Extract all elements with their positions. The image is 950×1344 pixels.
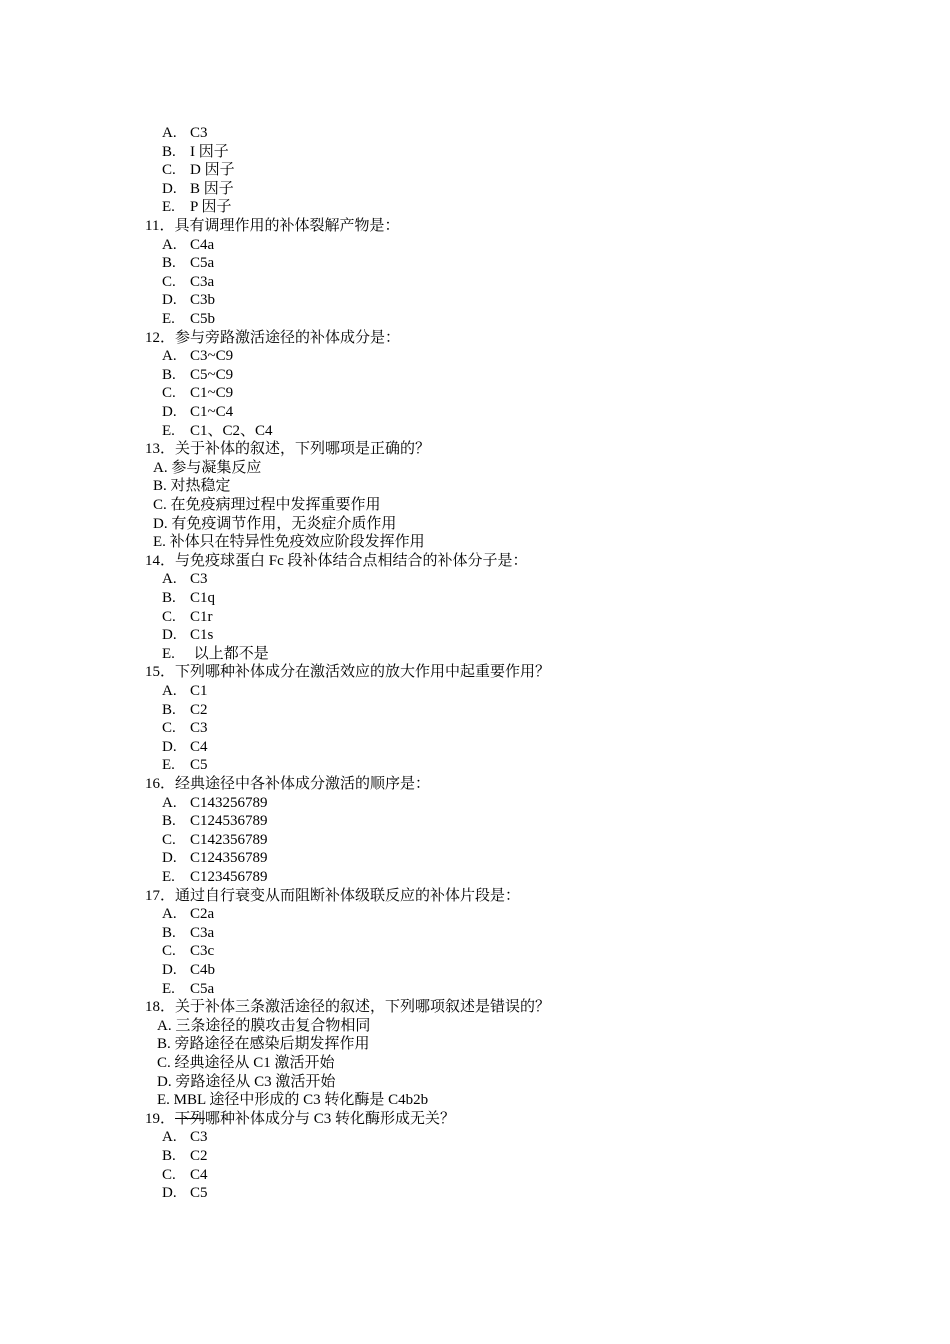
question-text: 参与旁路激活途径的补体成分是： [175, 329, 401, 346]
option-text: B. 对热稳定 [153, 478, 231, 495]
option-line [162, 291, 215, 309]
question-text: 通过自行衰变从而阻断补体级联反应的补体片段是： [175, 887, 521, 904]
option-line [162, 682, 208, 700]
option-line [162, 738, 208, 756]
option-letter: B. [162, 924, 176, 941]
option-letter: D. [162, 962, 177, 978]
option-line [162, 1166, 208, 1184]
option-line [162, 1147, 208, 1165]
option-letter: B. [162, 366, 176, 383]
option-letter: D. [162, 180, 177, 197]
option-letter: E. [162, 869, 175, 885]
question-text: 与免疫球蛋白 Fc 段补体结合点相结合的补体分子是： [175, 552, 528, 569]
question-line [145, 1110, 455, 1128]
option-text: C4a [190, 236, 215, 253]
option-line [162, 756, 208, 774]
option-line [153, 496, 381, 514]
option-line [157, 1035, 370, 1053]
question-text: 具有调理作用的补体裂解产物是： [174, 218, 400, 234]
option-text: C. 在免疫病理过程中发挥重要作用 [153, 497, 381, 513]
option-text: C3b [190, 292, 216, 309]
option-line [162, 273, 214, 291]
option-letter: B. [162, 701, 176, 718]
option-line [162, 198, 232, 216]
option-letter: E. [162, 311, 175, 327]
option-line [162, 608, 213, 626]
question-line [145, 663, 550, 681]
option-letter: C. [162, 273, 176, 290]
option-text: C1 [190, 683, 208, 699]
option-text: C3c [190, 943, 215, 960]
option-text: A. 三条途径的膜攻击复合物相同 [157, 1017, 371, 1034]
option-line [162, 180, 234, 198]
option-line [162, 905, 214, 923]
option-letter: C. [162, 1166, 176, 1183]
option-text: C5a [190, 980, 215, 997]
option-text: C3a [190, 924, 215, 941]
option-line [153, 515, 396, 533]
option-letter: E. [162, 645, 175, 662]
option-text: C124536789 [190, 813, 268, 830]
option-line [162, 422, 273, 440]
question-number: 17． [145, 887, 176, 904]
question-number: 19． [145, 1110, 176, 1127]
option-letter: B. [162, 143, 176, 160]
option-letter: C. [162, 831, 176, 848]
option-letter: E. [162, 980, 175, 997]
question-line [145, 217, 399, 235]
option-text: B 因子 [190, 180, 234, 197]
option-letter: D. [162, 850, 177, 867]
question-line [145, 998, 550, 1016]
option-line [157, 1017, 370, 1035]
option-letter: D. [162, 738, 177, 755]
option-letter: B. [162, 590, 176, 606]
option-letter: E. [162, 199, 175, 216]
option-text: C3 [190, 720, 208, 737]
option-line [162, 980, 214, 998]
question-text: 哪种补体成分与 C3 转化酶形成无关？ [205, 1110, 456, 1127]
option-letter: C. [162, 943, 176, 960]
option-line [162, 961, 215, 979]
option-text: C3 [190, 125, 208, 141]
option-letter: A. [162, 1129, 177, 1146]
option-line [162, 254, 214, 272]
option-text: C3a [190, 273, 215, 290]
question-number: 16． [145, 776, 176, 792]
option-letter: B. [162, 1148, 176, 1164]
option-text: C2a [190, 906, 215, 923]
option-text: C3 [190, 1129, 208, 1146]
question-number: 15． [145, 664, 176, 681]
question-text: 下列哪种补体成分在激活效应的放大作用中起重要作用？ [175, 664, 551, 681]
option-text: C123456789 [190, 869, 268, 885]
option-text: C4 [190, 738, 208, 755]
option-line [162, 1128, 208, 1146]
question-number: 11． [145, 218, 175, 234]
option-letter: C. [162, 162, 176, 179]
option-line [162, 719, 208, 737]
question-number: 18． [145, 999, 176, 1016]
question-text: 关于补体三条激活途径的叙述，下列哪项叙述是错误的？ [175, 999, 551, 1016]
option-letter: A. [162, 683, 177, 699]
option-text: E. 补体只在特异性免疫效应阶段发挥作用 [153, 534, 425, 551]
question-line [145, 440, 430, 458]
option-letter: A. [162, 571, 177, 588]
option-line [162, 161, 235, 179]
option-text: C124356789 [190, 850, 268, 867]
question-line [145, 552, 528, 570]
question-line [145, 775, 430, 793]
option-line [162, 589, 215, 607]
question-text: 关于补体的叙述，下列哪项是正确的？ [175, 441, 431, 458]
option-text: C3~C9 [190, 348, 234, 365]
option-line [162, 794, 268, 812]
option-line [162, 143, 229, 161]
option-letter: E. [162, 757, 175, 774]
option-letter: A. [162, 125, 177, 141]
option-line [162, 942, 214, 960]
option-letter: C. [162, 385, 176, 402]
option-line [162, 236, 214, 254]
option-letter: C. [162, 720, 176, 737]
option-letter: A. [162, 348, 177, 365]
option-text: C. 经典途径从 C1 激活开始 [157, 1055, 335, 1071]
option-letter: D. [162, 627, 177, 644]
option-text: C3 [190, 571, 208, 588]
option-line [162, 1184, 208, 1202]
option-text: P 因子 [190, 199, 232, 216]
option-letter: D. [162, 404, 177, 420]
struck-text: 下列 [175, 1110, 206, 1127]
option-line [162, 570, 208, 588]
question-number: 12． [145, 329, 176, 346]
option-letter: C. [162, 608, 176, 625]
option-line [162, 347, 233, 365]
option-text: I 因子 [190, 143, 229, 160]
option-line [162, 310, 215, 328]
option-text: C1~C4 [190, 404, 234, 420]
option-text: E. MBL 途径中形成的 C3 转化酶是 C4b2b [157, 1092, 429, 1109]
option-line [157, 1054, 335, 1072]
option-letter: E. [162, 422, 175, 439]
option-text: C1s [190, 627, 214, 644]
option-text: B. 旁路途径在感染后期发挥作用 [157, 1036, 370, 1053]
question-line [145, 329, 400, 347]
option-text: C2 [190, 701, 208, 718]
option-line [162, 812, 268, 830]
option-line [162, 366, 233, 384]
option-letter: A. [162, 906, 177, 923]
option-letter: D. [162, 292, 177, 309]
option-line [162, 124, 208, 142]
option-text: C142356789 [190, 831, 268, 848]
option-line [157, 1091, 428, 1109]
question-line [145, 887, 520, 905]
option-text: C5 [190, 1185, 208, 1202]
option-letter: D. [162, 1185, 177, 1202]
option-text: C5~C9 [190, 366, 234, 383]
option-text: C143256789 [190, 794, 268, 811]
option-text: D. 有免疫调节作用，无炎症介质作用 [153, 515, 397, 532]
option-letter: B. [162, 813, 176, 830]
option-text: C4b [190, 962, 216, 978]
option-letter: A. [162, 794, 177, 811]
option-line [162, 831, 268, 849]
option-text: C5b [190, 311, 216, 327]
option-text: C1r [190, 608, 213, 625]
option-line [162, 384, 233, 402]
option-line [162, 849, 268, 867]
option-line [153, 533, 425, 551]
option-text: C2 [190, 1148, 208, 1164]
option-line [162, 626, 213, 644]
option-line [162, 701, 208, 719]
option-text: 以上都不是 [190, 645, 269, 662]
option-line [162, 645, 269, 663]
option-text: C1~C9 [190, 385, 234, 402]
question-number: 13． [145, 441, 176, 458]
option-text: D. 旁路途径从 C3 激活开始 [157, 1073, 336, 1090]
option-line [162, 924, 214, 942]
option-letter: A. [162, 236, 177, 253]
option-text: C4 [190, 1166, 208, 1183]
option-text: A. 参与凝集反应 [153, 459, 262, 476]
option-line [153, 459, 261, 477]
option-text: C1、C2、C4 [190, 422, 273, 439]
option-text: C1q [190, 590, 216, 606]
option-text: C5a [190, 255, 215, 272]
option-line [162, 403, 233, 421]
question-text: 经典途径中各补体成分激活的顺序是： [175, 776, 431, 792]
option-letter: B. [162, 255, 176, 272]
option-text: D 因子 [190, 162, 235, 179]
option-line [153, 477, 231, 495]
option-line [157, 1073, 335, 1091]
option-text: C5 [190, 757, 208, 774]
question-number: 14． [145, 552, 176, 569]
option-line [162, 868, 268, 886]
